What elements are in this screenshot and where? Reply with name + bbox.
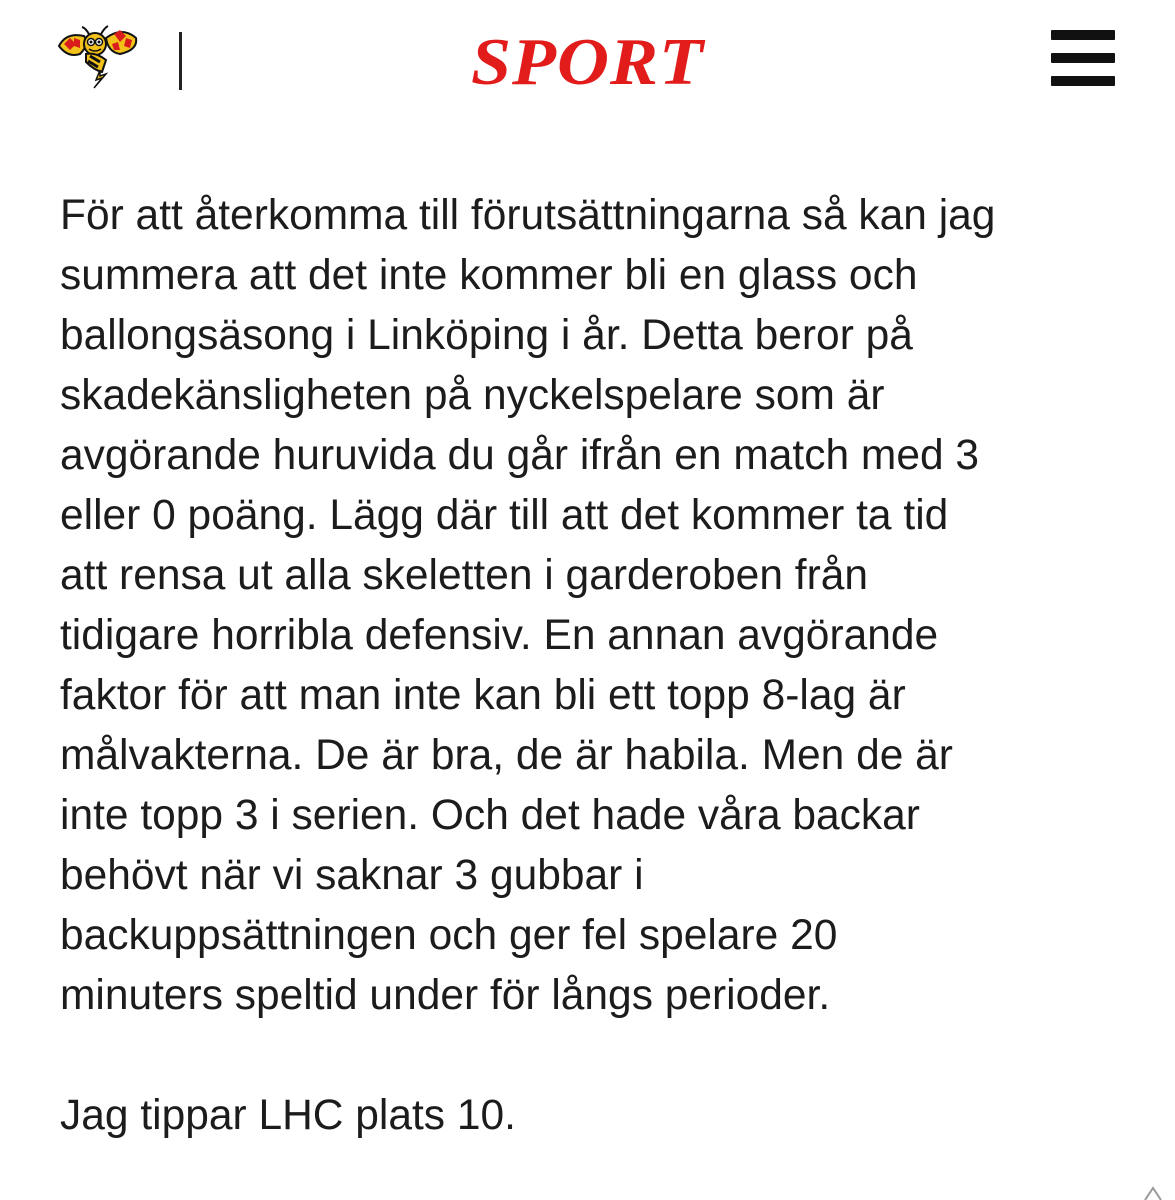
article-paragraph: För att återkomma till förutsättningarna så kan jag summera att det inte kommer bli en glass och ballongsäsong i Linköping i år. Detta beror på skadekänsligheten på nyckelspelare som är avgörande huruvida du går ifrån en match med 3 eller 0 poäng. Lägg där till att det kommer ta tid att rensa ut alla skeletten i garderoben från tidigare horribla defensiv. En annan avgörande faktor för att man inte kan bli ett topp 8-lag är målvakterna. De är bra, de är habila. Men de är inte topp 3 i serien. Och det hade våra backar behövt när vi saknar 3 gubbar i backuppsättningen och ger fel spelare 20 minuters speltid under för långs perioder. <box>60 192 996 1019</box>
brand-label: SPORT <box>470 25 705 99</box>
site-header <box>0 0 1175 120</box>
menu-bar <box>1051 76 1115 86</box>
article-body <box>60 186 1150 1146</box>
scroll-indicator-icon <box>1139 1186 1175 1200</box>
article-paragraph: Jag tippar LHC plats 10. <box>60 1092 516 1139</box>
brand-title[interactable] <box>0 25 1175 99</box>
menu-bar <box>1051 30 1115 40</box>
menu-bar <box>1051 53 1115 63</box>
hamburger-menu-icon[interactable] <box>1051 30 1115 86</box>
